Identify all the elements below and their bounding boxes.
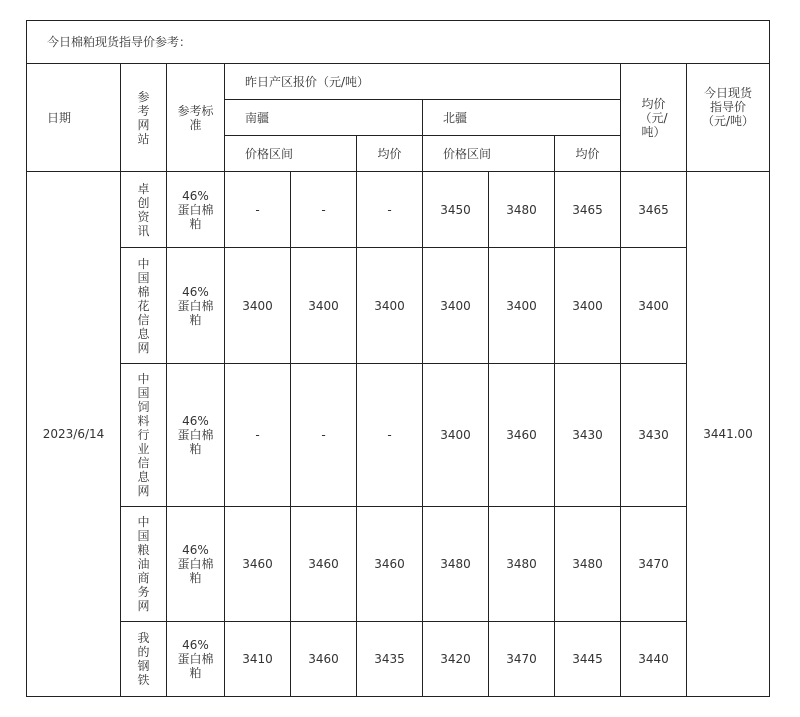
site-cell: [121, 622, 167, 697]
north-low-cell: 3420: [423, 622, 489, 697]
header-north-range: 价格区间: [423, 136, 555, 172]
avg-cell: 3465: [621, 172, 687, 248]
north-low-cell: 3450: [423, 172, 489, 248]
north-high-cell: 3460: [489, 364, 555, 507]
north-high-cell: 3470: [489, 622, 555, 697]
site-label: 中国粮油商务网: [137, 515, 150, 613]
note-cell: 今日棉粕现货指导价参考：: [27, 21, 770, 64]
north-low-cell: 3480: [423, 507, 489, 622]
south-low-cell: 3460: [225, 507, 291, 622]
table-row: [27, 507, 770, 622]
header-today-price: [687, 64, 770, 172]
header-site: [121, 64, 167, 172]
south-low-cell: -: [225, 364, 291, 507]
header-standard-label: 参考标准: [177, 103, 214, 132]
standard-label: 46%蛋白棉粕: [177, 414, 214, 456]
site-label: 中国棉花信息网: [137, 256, 150, 355]
site-label: 中国饲料行业信息网: [137, 372, 150, 498]
date-cell: 2023/6/14: [27, 172, 121, 697]
north-avg-cell: 3480: [555, 507, 621, 622]
header-south: 南疆: [225, 100, 423, 136]
north-high-cell: 3480: [489, 172, 555, 248]
header-standard: [167, 64, 225, 172]
header-row-1: [27, 64, 770, 100]
header-site-label: 参考网站: [137, 89, 150, 146]
south-high-cell: -: [291, 364, 357, 507]
site-cell: [121, 364, 167, 507]
south-avg-cell: 3435: [357, 622, 423, 697]
south-low-cell: 3410: [225, 622, 291, 697]
standard-cell: [167, 248, 225, 364]
avg-cell: 3430: [621, 364, 687, 507]
site-label: 我的钢铁: [137, 631, 150, 687]
note-row: [27, 21, 770, 64]
standard-cell: [167, 172, 225, 248]
table-row: [27, 248, 770, 364]
north-avg-cell: 3465: [555, 172, 621, 248]
north-avg-cell: 3445: [555, 622, 621, 697]
header-today-price-label: 今日现货指导价（元/吨）: [702, 86, 755, 128]
avg-cell: 3400: [621, 248, 687, 364]
header-north: 北疆: [423, 100, 621, 136]
site-cell: [121, 507, 167, 622]
table-row: [27, 364, 770, 507]
standard-label: 46%蛋白棉粕: [177, 543, 214, 585]
header-south-avg: 均价: [357, 136, 423, 172]
north-avg-cell: 3400: [555, 248, 621, 364]
header-avg-label: 均价（元/吨）: [639, 96, 668, 139]
avg-cell: 3440: [621, 622, 687, 697]
south-high-cell: 3400: [291, 248, 357, 364]
south-high-cell: 3460: [291, 507, 357, 622]
north-low-cell: 3400: [423, 248, 489, 364]
north-high-cell: 3480: [489, 507, 555, 622]
standard-label: 46%蛋白棉粕: [177, 284, 214, 327]
north-low-cell: 3400: [423, 364, 489, 507]
today-price-cell: 3441.00: [687, 172, 770, 697]
avg-cell: 3470: [621, 507, 687, 622]
header-south-range: 价格区间: [225, 136, 357, 172]
south-avg-cell: -: [357, 172, 423, 248]
standard-label: 46%蛋白棉粕: [177, 638, 214, 680]
standard-label: 46%蛋白棉粕: [177, 188, 214, 231]
header-date: 日期: [27, 64, 121, 172]
south-low-cell: -: [225, 172, 291, 248]
south-low-cell: 3400: [225, 248, 291, 364]
south-avg-cell: 3400: [357, 248, 423, 364]
standard-cell: [167, 622, 225, 697]
south-high-cell: 3460: [291, 622, 357, 697]
site-cell: [121, 248, 167, 364]
site-cell: [121, 172, 167, 248]
south-avg-cell: -: [357, 364, 423, 507]
price-table: [26, 20, 770, 697]
table-row: [27, 172, 770, 248]
standard-cell: [167, 507, 225, 622]
south-avg-cell: 3460: [357, 507, 423, 622]
header-north-avg: 均价: [555, 136, 621, 172]
table-row: [27, 622, 770, 697]
site-label: 卓创资讯: [137, 181, 150, 238]
north-avg-cell: 3430: [555, 364, 621, 507]
south-high-cell: -: [291, 172, 357, 248]
header-avg: [621, 64, 687, 172]
header-yesterday-price: 昨日产区报价（元/吨）: [225, 64, 621, 100]
standard-cell: [167, 364, 225, 507]
north-high-cell: 3400: [489, 248, 555, 364]
